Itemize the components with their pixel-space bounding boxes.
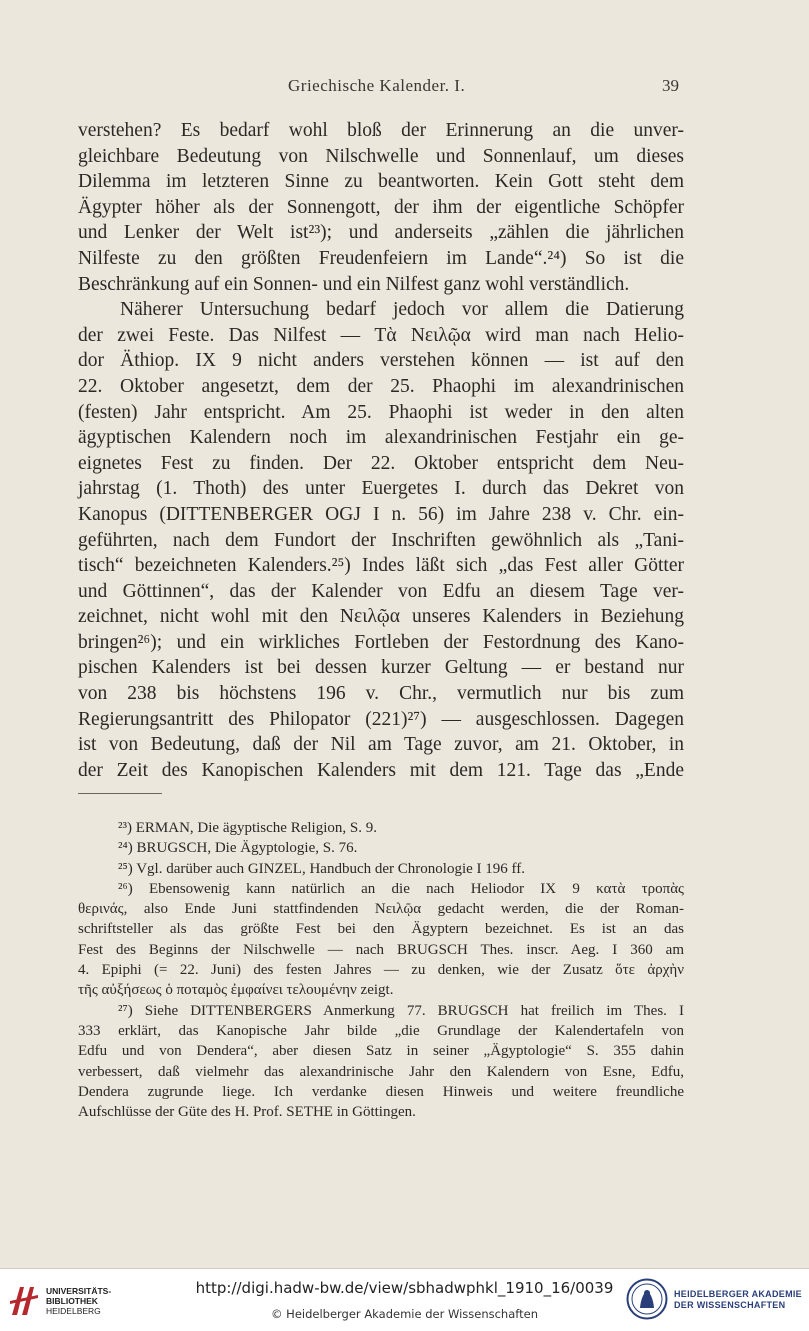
footnote-line: Dendera zugrunde liege. Ich verdanke diesen Hinweis und weitere freundliche bbox=[78, 1083, 684, 1100]
body-line: von 238 bis höchstens 196 v. Chr., vermutlich nur bis zum bbox=[78, 683, 684, 705]
body-line: bringen²⁶); und ein wirkliches Fortleben der Festordnung des Kano- bbox=[78, 631, 684, 653]
page-number: 39 bbox=[662, 76, 679, 95]
body-line: gleichbare Bedeutung von Nilschwelle und Sonnenlauf, um dieses bbox=[78, 145, 684, 167]
footnote-line: θερινάς, also Ende Juni stattfindenden Νειλῷα gedacht werden, die der Roman- bbox=[78, 901, 684, 918]
footnote-line: ²⁶) Ebensowenig kann natürlich an die nach Heliodor IX 9 κατὰ τροπὰς bbox=[118, 880, 684, 897]
footnote-line: Fest des Beginns der Nilschwelle — nach BRUGSCH Thes. inscr. Aeg. I 360 am bbox=[78, 941, 684, 958]
running-header bbox=[0, 76, 809, 100]
body-line: der zwei Feste. Das Nilfest — Τὰ Νειλῷα wird man nach Helio- bbox=[78, 324, 684, 346]
footnote-line: ²³) ERMAN, Die ägyptische Religion, S. 9. bbox=[118, 820, 377, 836]
body-line: Ägypter höher als der Sonnengott, der ihm der eigentliche Schöpfer bbox=[78, 196, 684, 218]
library-line: HEIDELBERG bbox=[46, 1306, 101, 1316]
library-line: BIBLIOTHEK bbox=[46, 1296, 98, 1306]
footnote-line: τῆς αὐξήσεως ὁ ποταμὸς ἐμφαίνει τελουμένην zeigt. bbox=[78, 982, 394, 999]
body-line: (festen) Jahr entspricht. Am 25. Phaophi ist weder in den alten bbox=[78, 401, 684, 423]
academy-name bbox=[674, 1289, 802, 1311]
body-line: Kanopus (DITTENBERGER OGJ I n. 56) im Jahre 238 v. Chr. ein- bbox=[78, 503, 684, 525]
body-text bbox=[78, 118, 684, 783]
body-line: Dilemma im letzteren Sinne zu beantworten. Kein Gott steht dem bbox=[78, 171, 684, 193]
copyright-notice: © Heidelberger Akademie der Wissenschaften bbox=[271, 1307, 538, 1321]
body-line: geführten, nach dem Fundort der Inschriften gewöhnlich als „Tani- bbox=[78, 529, 684, 551]
footnote-separator bbox=[78, 793, 162, 794]
footnote-line: ²⁴) BRUGSCH, Die Ägyptologie, S. 76. bbox=[118, 840, 358, 857]
academy-line: HEIDELBERGER AKADEMIE bbox=[674, 1289, 802, 1299]
library-line: UNIVERSITÄTS- bbox=[46, 1286, 112, 1296]
footnote-line: 4. Epiphi (= 22. Juni) des festen Jahres — zu denken, wie der Zusatz ὅτε ἀρχὴν bbox=[78, 962, 684, 979]
body-line: verstehen? Es bedarf wohl bloß der Erinnerung an die unver- bbox=[78, 120, 684, 141]
footnote-line: Aufschlüsse der Güte des H. Prof. SETHE in Göttingen. bbox=[78, 1104, 416, 1121]
footnote-line: ²⁵) Vgl. darüber auch GINZEL, Handbuch der Chronologie I 196 ff. bbox=[118, 860, 525, 877]
footnote-line: Edfu und von Dendera“, aber diesen Satz in seiner „Ägyptologie“ S. 355 dahin bbox=[78, 1043, 684, 1060]
body-line: eignetes Fest zu finden. Der 22. Oktober entspricht dem Neu- bbox=[78, 452, 684, 474]
body-line: der Zeit des Kanopischen Kalenders mit dem 121. Tage das „Ende bbox=[78, 759, 684, 781]
body-line: tisch“ bezeichneten Kalenders.²⁵) Indes läßt sich „das Fest aller Götter bbox=[78, 555, 684, 577]
body-line: und Lenker der Welt ist²³); und anderseits „zählen die jährlichen bbox=[78, 222, 684, 244]
body-line: zeichnet, nicht wohl mit den Νειλῷα unseres Kalenders in Beziehung bbox=[78, 606, 684, 628]
body-line: und Göttinnen“, das der Kalender von Edfu an diesem Tage ver- bbox=[78, 580, 684, 602]
running-title: Griechische Kalender. I. bbox=[288, 76, 466, 95]
body-line: Beschränkung auf ein Sonnen- und ein Nilfest ganz wohl verständlich. bbox=[78, 273, 630, 295]
footnotes bbox=[78, 818, 684, 1122]
footnote-line: ²⁷) Siehe DITTENBERGERS Anmerkung 77. BRUGSCH hat freilich im Thes. I bbox=[118, 1002, 684, 1019]
body-line: Nilfeste zu den größten Freudenfeiern im Lande“.²⁴) So ist die bbox=[78, 247, 684, 269]
body-line: Regierungsantritt des Philopator (221)²⁷) — ausgeschlossen. Dagegen bbox=[78, 708, 684, 730]
body-line: 22. Oktober angesetzt, dem der 25. Phaophi im alexandrinischen bbox=[78, 375, 684, 397]
body-line: ist von Bedeutung, daß der Nil am Tage zuvor, am 21. Oktober, in bbox=[78, 734, 684, 756]
body-line: pischen Kalenders ist bei dessen kurzer Geltung — er bestand nur bbox=[78, 657, 684, 679]
academy-seal-icon bbox=[626, 1278, 668, 1320]
permalink-url[interactable]: http://digi.hadw-bw.de/view/sbhadwphkl_1910_16/0039 bbox=[195, 1279, 614, 1297]
viewer-footer bbox=[0, 1268, 809, 1331]
body-line: dor Äthiop. IX 9 nicht anders verstehen können — ist auf den bbox=[78, 350, 684, 372]
body-line: Näherer Untersuchung bedarf jedoch vor allem die Datierung bbox=[120, 299, 684, 321]
academy-line: DER WISSENSCHAFTEN bbox=[674, 1300, 786, 1310]
footnote-line: verbessert, daß vielmehr das alexandrinische Jahr den Kalendern von Esne, Edfu, bbox=[78, 1063, 684, 1080]
footnote-line: 333 erklärt, das Kanopische Jahr bilde „die Grundlage der Kalendertafeln von bbox=[78, 1022, 684, 1039]
body-line: jahrstag (1. Thoth) des unter Euergetes I. durch das Dekret von bbox=[78, 478, 684, 500]
footnote-line: schriftsteller als das größte Fest bei den Ägyptern bezeichnet. Es ist an das bbox=[78, 921, 684, 938]
body-line: ägyptischen Kalendern noch im alexandrinischen Festjahr ein ge- bbox=[78, 427, 684, 449]
